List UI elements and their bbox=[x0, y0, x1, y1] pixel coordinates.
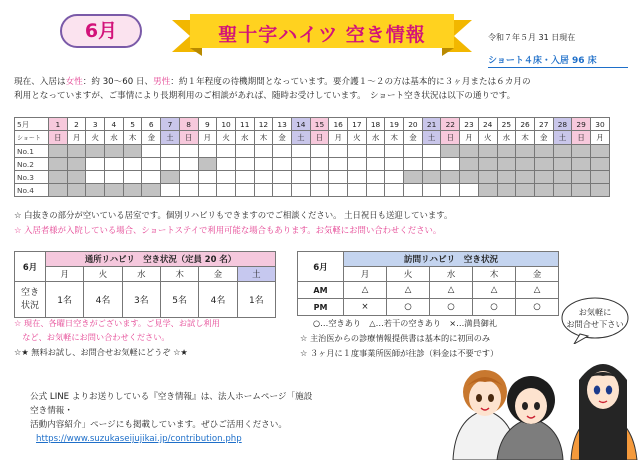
calendar-note: ☆ 白抜きの部分が空いている居室です。個別リハビリもできますのでご相談ください。 土日祝日も送迎しています。 bbox=[14, 210, 453, 220]
calendar-day: 4 bbox=[105, 118, 124, 131]
vacant-slot bbox=[254, 145, 273, 158]
vacant-slot bbox=[142, 158, 161, 171]
calendar-weekday: 火 bbox=[348, 131, 367, 145]
visit-availability: ○ bbox=[387, 299, 430, 316]
occupied-slot bbox=[497, 184, 516, 197]
calendar-weekday: 金 bbox=[142, 131, 161, 145]
occupied-slot bbox=[161, 171, 180, 184]
calendar-weekday: 土 bbox=[161, 131, 180, 145]
occupied-slot bbox=[105, 184, 124, 197]
character-3 bbox=[571, 364, 637, 460]
day-rehab-vacancy: 5名 bbox=[160, 282, 198, 318]
calendar-day: 27 bbox=[534, 118, 553, 131]
hospital-note: ☆ 入居者様が入院している場合、ショートステイで利用可能な場合もあります。お気軽にお問い合わせください。 bbox=[14, 225, 442, 235]
vacant-slot bbox=[235, 184, 254, 197]
calendar-weekday: 月 bbox=[460, 131, 479, 145]
vacant-slot bbox=[385, 184, 404, 197]
calendar-day: 12 bbox=[254, 118, 273, 131]
visit-availability: ○ bbox=[516, 299, 559, 316]
vacant-slot bbox=[217, 171, 236, 184]
calendar-weekday: 日 bbox=[179, 131, 198, 145]
vacant-slot bbox=[404, 145, 423, 158]
vacant-slot bbox=[161, 184, 180, 197]
day-rehab-month: 6月 bbox=[15, 252, 46, 282]
day-rehab-vacancy: 4名 bbox=[199, 282, 237, 318]
visit-availability: ○ bbox=[473, 299, 516, 316]
calendar-day: 6 bbox=[142, 118, 161, 131]
day-rehab-vacancy: 1名 bbox=[237, 282, 275, 318]
calendar-weekday: 水 bbox=[105, 131, 124, 145]
occupied-slot bbox=[497, 171, 516, 184]
occupied-slot bbox=[590, 184, 609, 197]
calendar-short-label: ショート bbox=[15, 131, 49, 145]
occupied-slot bbox=[67, 184, 86, 197]
occupied-slot bbox=[441, 145, 460, 158]
visit-availability: ○ bbox=[430, 299, 473, 316]
vacant-slot bbox=[273, 171, 292, 184]
vacant-slot bbox=[422, 184, 441, 197]
calendar-day: 5 bbox=[123, 118, 142, 131]
vacant-slot bbox=[385, 158, 404, 171]
vacant-slot bbox=[142, 171, 161, 184]
vacant-slot bbox=[198, 145, 217, 158]
calendar-day: 2 bbox=[67, 118, 86, 131]
vacant-slot bbox=[235, 171, 254, 184]
occupied-slot bbox=[516, 158, 535, 171]
vacant-slot bbox=[291, 145, 310, 158]
vacant-slot bbox=[123, 158, 142, 171]
vacant-slot bbox=[273, 184, 292, 197]
calendar-weekday: 月 bbox=[67, 131, 86, 145]
occupied-slot bbox=[198, 158, 217, 171]
staff-illustration bbox=[445, 340, 640, 460]
calendar-day: 7 bbox=[161, 118, 180, 131]
calendar-day: 14 bbox=[291, 118, 310, 131]
vacant-slot bbox=[273, 158, 292, 171]
intro-text bbox=[14, 76, 626, 103]
occupied-slot bbox=[534, 158, 553, 171]
calendar-weekday: 土 bbox=[291, 131, 310, 145]
vacant-slot bbox=[441, 184, 460, 197]
occupied-slot bbox=[49, 158, 68, 171]
visit-rehab-weekday: 火 bbox=[387, 267, 430, 282]
calendar-day: 30 bbox=[590, 118, 609, 131]
vacant-slot bbox=[217, 158, 236, 171]
vacant-slot bbox=[142, 145, 161, 158]
male-label: 男性 bbox=[153, 77, 171, 87]
intro-line-1: 現在、入居は女性：約 30〜60 日、男性：約１年程度の待機期間となっています。要介護１〜２の方は基本的に３ヶ月または６カ月の bbox=[14, 77, 531, 87]
occupied-slot bbox=[86, 184, 105, 197]
calendar-day: 22 bbox=[441, 118, 460, 131]
vacant-slot bbox=[348, 184, 367, 197]
calendar-weekday: 金 bbox=[404, 131, 423, 145]
visit-rehab-weekday: 水 bbox=[430, 267, 473, 282]
vacant-slot bbox=[404, 184, 423, 197]
visit-rehab-weekday: 月 bbox=[344, 267, 387, 282]
occupied-slot bbox=[123, 145, 142, 158]
calendar-day: 25 bbox=[497, 118, 516, 131]
vacant-slot bbox=[235, 145, 254, 158]
as-of-date: 令和７年５月 31 日現在 bbox=[488, 33, 576, 42]
occupied-slot bbox=[553, 171, 572, 184]
vacancy-summary: ショート４床・入居 96 床 bbox=[488, 53, 628, 68]
calendar-weekday: 火 bbox=[217, 131, 236, 145]
vacant-slot bbox=[254, 184, 273, 197]
occupied-slot bbox=[142, 184, 161, 197]
short-stay-calendar bbox=[14, 117, 610, 197]
visit-period-label: PM bbox=[298, 299, 344, 316]
vacant-slot bbox=[179, 158, 198, 171]
calendar-day: 11 bbox=[235, 118, 254, 131]
vacant-slot bbox=[291, 171, 310, 184]
calendar-day: 3 bbox=[86, 118, 105, 131]
occupied-slot bbox=[404, 171, 423, 184]
room-label: No.3 bbox=[15, 171, 49, 184]
vacant-slot bbox=[179, 184, 198, 197]
day-rehab-weekday: 土 bbox=[237, 267, 275, 282]
calendar-day: 26 bbox=[516, 118, 535, 131]
calendar-day: 9 bbox=[198, 118, 217, 131]
vacant-slot bbox=[105, 158, 124, 171]
vacant-slot bbox=[273, 145, 292, 158]
occupied-slot bbox=[534, 184, 553, 197]
vacant-slot bbox=[310, 184, 329, 197]
calendar-weekday: 木 bbox=[516, 131, 535, 145]
page-title: 聖十字ハイツ 空き情報 bbox=[218, 24, 426, 46]
calendar-weekday: 月 bbox=[590, 131, 609, 145]
occupied-slot bbox=[105, 145, 124, 158]
calendar-weekday: 木 bbox=[254, 131, 273, 145]
occupied-slot bbox=[460, 145, 479, 158]
visit-rehab-title: 訪問リハビリ 空き状況 bbox=[344, 252, 559, 267]
vacant-slot bbox=[460, 184, 479, 197]
occupied-slot bbox=[497, 145, 516, 158]
calendar-weekday: 金 bbox=[534, 131, 553, 145]
vacant-slot bbox=[310, 171, 329, 184]
vacant-slot bbox=[291, 158, 310, 171]
vacant-slot bbox=[348, 145, 367, 158]
occupied-slot bbox=[49, 184, 68, 197]
occupied-slot bbox=[590, 171, 609, 184]
vacant-slot bbox=[366, 158, 385, 171]
room-label: No.2 bbox=[15, 158, 49, 171]
visit-availability: × bbox=[344, 299, 387, 316]
calendar-weekday: 木 bbox=[385, 131, 404, 145]
vacant-slot bbox=[348, 171, 367, 184]
day-rehab-vacancy: 3名 bbox=[122, 282, 160, 318]
vacant-slot bbox=[198, 184, 217, 197]
visit-availability: △ bbox=[344, 282, 387, 299]
occupied-slot bbox=[67, 145, 86, 158]
calendar-day: 15 bbox=[310, 118, 329, 131]
calendar-weekday: 土 bbox=[553, 131, 572, 145]
character-2 bbox=[497, 376, 563, 460]
vacant-slot bbox=[329, 145, 348, 158]
vacant-slot bbox=[198, 171, 217, 184]
calendar-day: 24 bbox=[478, 118, 497, 131]
occupied-slot bbox=[460, 171, 479, 184]
vacant-slot bbox=[366, 171, 385, 184]
calendar-weekday: 土 bbox=[422, 131, 441, 145]
calendar-day: 17 bbox=[348, 118, 367, 131]
occupied-slot bbox=[590, 145, 609, 158]
visit-availability: △ bbox=[430, 282, 473, 299]
visit-rehab-month: 6月 bbox=[298, 252, 344, 282]
calendar-weekday: 日 bbox=[310, 131, 329, 145]
calendar-day: 8 bbox=[179, 118, 198, 131]
calendar-day: 19 bbox=[385, 118, 404, 131]
calendar-weekday: 木 bbox=[123, 131, 142, 145]
occupied-slot bbox=[441, 171, 460, 184]
calendar-day: 10 bbox=[217, 118, 236, 131]
visit-rehab-weekday: 金 bbox=[516, 267, 559, 282]
occupied-slot bbox=[516, 171, 535, 184]
calendar-weekday: 火 bbox=[86, 131, 105, 145]
vacant-slot bbox=[385, 171, 404, 184]
calendar-weekday: 金 bbox=[273, 131, 292, 145]
day-rehab-table bbox=[14, 251, 276, 318]
calendar-day: 1 bbox=[49, 118, 68, 131]
calendar-weekday: 日 bbox=[441, 131, 460, 145]
day-rehab-weekday: 水 bbox=[122, 267, 160, 282]
vacant-slot bbox=[254, 158, 273, 171]
occupied-slot bbox=[460, 158, 479, 171]
vacant-slot bbox=[422, 145, 441, 158]
vacant-slot bbox=[366, 184, 385, 197]
calendar-weekday: 日 bbox=[49, 131, 68, 145]
day-rehab-title: 通所リハビリ 空き状況（定員 20 名） bbox=[46, 252, 276, 267]
visit-note-2: ☆ ３ヶ月に１度事業所医師が往診（料金は不要です） bbox=[300, 348, 499, 358]
visit-rehab-weekday: 木 bbox=[473, 267, 516, 282]
calendar-day: 23 bbox=[460, 118, 479, 131]
visit-rehab-table bbox=[297, 251, 559, 316]
vacant-slot bbox=[235, 158, 254, 171]
calendar-day: 13 bbox=[273, 118, 292, 131]
day-rehab-weekday: 火 bbox=[84, 267, 122, 282]
female-label: 女性 bbox=[65, 77, 83, 87]
occupied-slot bbox=[422, 171, 441, 184]
visit-availability: △ bbox=[473, 282, 516, 299]
vacant-slot bbox=[123, 171, 142, 184]
day-rehab-vacancy: 1名 bbox=[46, 282, 84, 318]
calendar-weekday: 水 bbox=[497, 131, 516, 145]
vacant-slot bbox=[385, 145, 404, 158]
vacant-slot bbox=[348, 158, 367, 171]
footer-text: 公式 LINE よりお送りしている『空き情報』は、法人ホームページ「施設空き情報・ 活動内容紹介」ページにも掲載しています。ぜひご活用ください。 https://www.suzukaseijujikai.jp/contribution.php bbox=[30, 390, 320, 446]
calendar-weekday: 水 bbox=[235, 131, 254, 145]
calendar-weekday: 月 bbox=[329, 131, 348, 145]
vacant-slot bbox=[217, 184, 236, 197]
day-rehab-weekday: 月 bbox=[46, 267, 84, 282]
calendar-day: 16 bbox=[329, 118, 348, 131]
visit-availability: △ bbox=[516, 282, 559, 299]
occupied-slot bbox=[478, 184, 497, 197]
title-banner bbox=[172, 14, 472, 60]
occupied-slot bbox=[497, 158, 516, 171]
calendar-day: 20 bbox=[404, 118, 423, 131]
occupied-slot bbox=[516, 145, 535, 158]
occupied-slot bbox=[49, 145, 68, 158]
vacant-slot bbox=[441, 158, 460, 171]
day-rehab-vacancy: 4名 bbox=[84, 282, 122, 318]
calendar-weekday: 火 bbox=[478, 131, 497, 145]
occupied-slot bbox=[478, 145, 497, 158]
day-rehab-side-label: 空き 状況 bbox=[15, 282, 46, 318]
occupied-slot bbox=[553, 184, 572, 197]
website-link[interactable]: https://www.suzukaseijujikai.jp/contribution.php bbox=[36, 434, 242, 444]
occupied-slot bbox=[478, 158, 497, 171]
occupied-slot bbox=[49, 171, 68, 184]
calendar-day: 21 bbox=[422, 118, 441, 131]
occupied-slot bbox=[534, 145, 553, 158]
vacant-slot bbox=[179, 171, 198, 184]
room-label: No.4 bbox=[15, 184, 49, 197]
room-label: No.1 bbox=[15, 145, 49, 158]
occupied-slot bbox=[123, 184, 142, 197]
occupied-slot bbox=[572, 158, 591, 171]
vacant-slot bbox=[254, 171, 273, 184]
visit-note-1: ☆ 主治医からの診療情報提供書は基本的に初回のみ bbox=[300, 333, 491, 343]
visit-period-label: AM bbox=[298, 282, 344, 299]
vacant-slot bbox=[329, 171, 348, 184]
vacant-slot bbox=[310, 145, 329, 158]
occupied-slot bbox=[553, 145, 572, 158]
vacant-slot bbox=[329, 158, 348, 171]
occupied-slot bbox=[67, 171, 86, 184]
day-rehab-note: ☆ 現在、各曜日空きがございます。ご見学、お試し利用 など、お気軽にお問い合わせください。 bbox=[14, 318, 220, 342]
calendar-weekday: 月 bbox=[198, 131, 217, 145]
calendar-month-label: 5月 bbox=[15, 118, 49, 131]
vacant-slot bbox=[366, 145, 385, 158]
vacant-slot bbox=[86, 171, 105, 184]
occupied-slot bbox=[572, 145, 591, 158]
occupied-slot bbox=[572, 171, 591, 184]
month-badge: 6月 bbox=[60, 14, 142, 48]
day-rehab-weekday: 木 bbox=[160, 267, 198, 282]
vacant-slot bbox=[161, 145, 180, 158]
visit-availability: △ bbox=[387, 282, 430, 299]
occupied-slot bbox=[67, 158, 86, 171]
occupied-slot bbox=[86, 145, 105, 158]
calendar-day: 29 bbox=[572, 118, 591, 131]
occupied-slot bbox=[478, 171, 497, 184]
intro-line-2: 利用となっていますが、ご事情により長期利用のご相談があれば、随時お受けしています。 ショート空き状況は以下の通りです。 bbox=[14, 90, 516, 101]
vacant-slot bbox=[105, 171, 124, 184]
occupied-slot bbox=[572, 184, 591, 197]
free-trial-note: ☆★ 無料お試し、お問合せお気軽にどうぞ ☆★ bbox=[14, 347, 188, 357]
occupied-slot bbox=[534, 171, 553, 184]
occupied-slot bbox=[516, 184, 535, 197]
vacant-slot bbox=[310, 158, 329, 171]
calendar-weekday: 日 bbox=[572, 131, 591, 145]
occupied-slot bbox=[553, 158, 572, 171]
calendar-day: 18 bbox=[366, 118, 385, 131]
vacant-slot bbox=[291, 184, 310, 197]
vacant-slot bbox=[404, 158, 423, 171]
calendar-weekday: 水 bbox=[366, 131, 385, 145]
occupied-slot bbox=[590, 158, 609, 171]
day-rehab-weekday: 金 bbox=[199, 267, 237, 282]
vacant-slot bbox=[217, 145, 236, 158]
bubble-text: お気軽に お問合せ下さい bbox=[566, 307, 624, 329]
vacant-slot bbox=[422, 158, 441, 171]
vacant-slot bbox=[329, 184, 348, 197]
calendar-day: 28 bbox=[553, 118, 572, 131]
vacant-slot bbox=[86, 158, 105, 171]
visit-legend: ○…空きあり △…若干の空きあり ×…満員御礼 bbox=[313, 318, 498, 328]
vacant-slot bbox=[179, 145, 198, 158]
speech-bubble bbox=[560, 296, 630, 340]
vacant-slot bbox=[161, 158, 180, 171]
